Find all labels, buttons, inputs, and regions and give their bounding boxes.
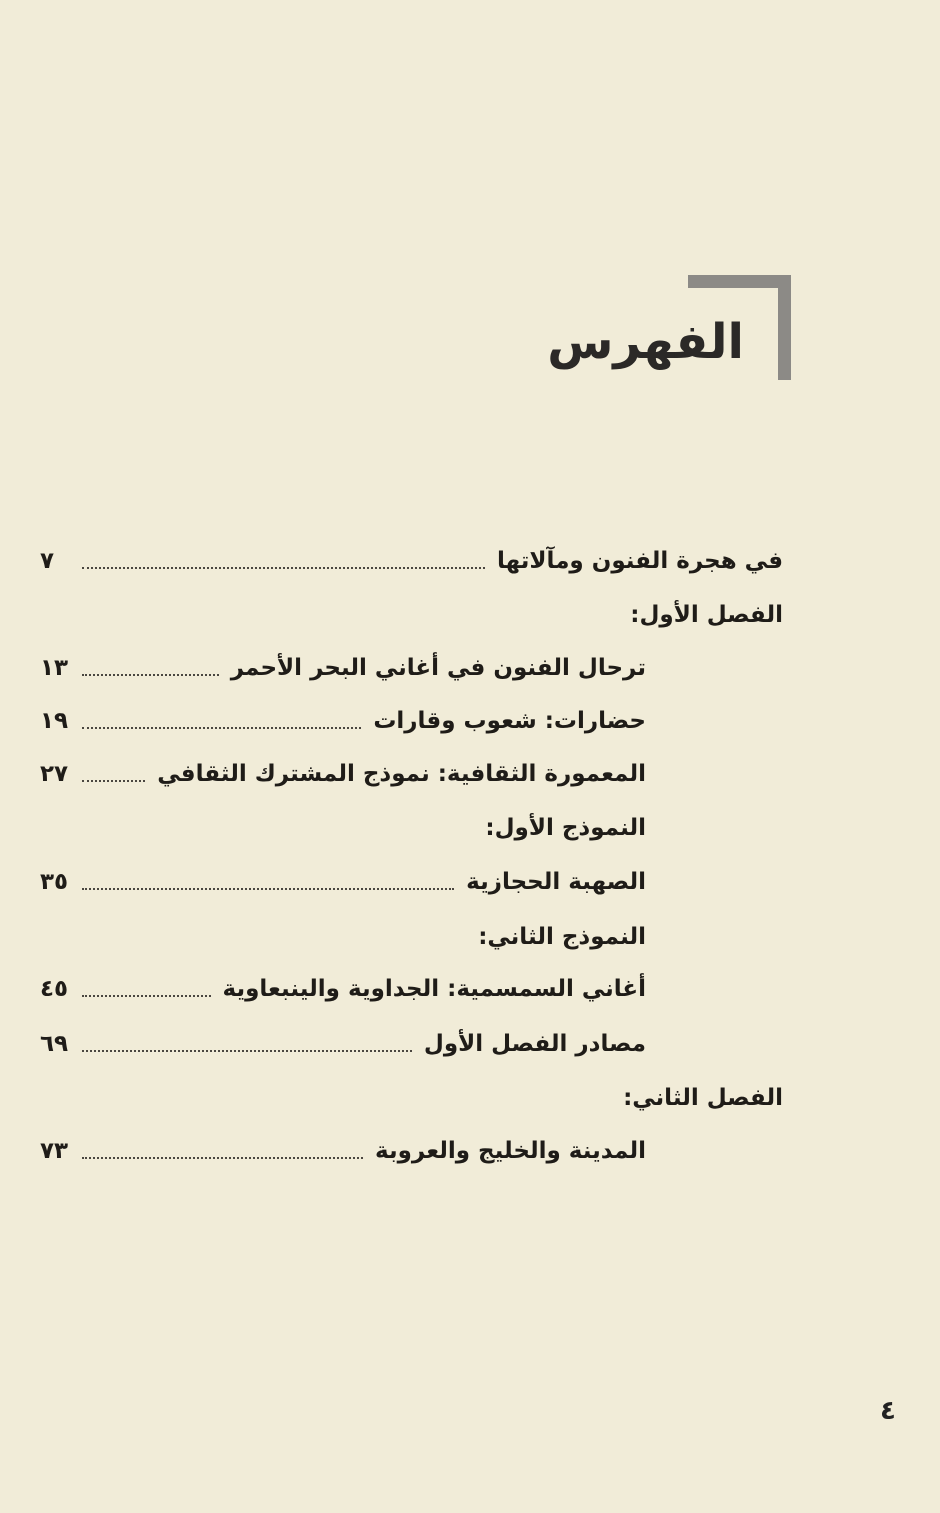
page-title: الفهرس bbox=[547, 314, 744, 370]
toc-entry-label: حضارات: شعوب وقارات bbox=[373, 708, 646, 734]
toc-leader-dots bbox=[82, 780, 145, 782]
toc-entry-label: أغاني السمسمية: الجداوية والينبعاوية bbox=[222, 976, 646, 1002]
toc-entry bbox=[40, 648, 646, 688]
toc-entry-label: الفصل الأول: bbox=[630, 602, 783, 628]
toc-entry-label: مصادر الفصل الأول bbox=[423, 1031, 646, 1057]
toc-leader-dots bbox=[82, 727, 361, 729]
toc-subheading bbox=[40, 917, 646, 957]
toc-entry bbox=[40, 862, 646, 902]
toc-entry-page: ١٣ bbox=[40, 655, 69, 681]
toc-entry-label: الفصل الثاني: bbox=[623, 1085, 783, 1111]
toc-entry-page: ٣٥ bbox=[40, 869, 69, 895]
toc-leader-dots bbox=[82, 888, 454, 890]
toc-leader-dots bbox=[82, 995, 211, 997]
toc-entry-page: ٦٩ bbox=[40, 1031, 69, 1057]
toc-entry-label: المعمورة الثقافية: نموذج المشترك الثقافي bbox=[157, 761, 646, 787]
toc-entry-label: المدينة والخليج والعروبة bbox=[375, 1138, 646, 1164]
toc-entry bbox=[40, 754, 646, 794]
toc-leader-dots bbox=[82, 1050, 412, 1052]
toc-entry bbox=[40, 541, 783, 581]
toc-entry-page: ٧ bbox=[40, 548, 55, 574]
toc-entry-label: ترحال الفنون في أغاني البحر الأحمر bbox=[230, 655, 646, 681]
toc-entry-label: النموذج الأول: bbox=[485, 815, 646, 841]
toc-leader-dots bbox=[82, 674, 219, 676]
toc-heading bbox=[40, 595, 783, 635]
toc-entry-label: في هجرة الفنون ومآلاتها bbox=[496, 548, 783, 574]
toc-leader-dots bbox=[82, 1157, 363, 1159]
toc-entry-page: ٢٧ bbox=[40, 761, 69, 787]
toc-entry-label: النموذج الثاني: bbox=[478, 924, 646, 950]
toc-entry bbox=[40, 1131, 646, 1171]
toc-entry-page: ١٩ bbox=[40, 708, 69, 734]
toc-heading bbox=[40, 1078, 783, 1118]
toc-subheading bbox=[40, 808, 646, 848]
toc-entry bbox=[40, 701, 646, 741]
page-number: ٤ bbox=[880, 1396, 896, 1426]
toc-entry-label: الصهبة الحجازية bbox=[466, 869, 646, 895]
toc-entry bbox=[40, 1024, 646, 1064]
toc-entry bbox=[40, 969, 646, 1009]
toc-leader-dots bbox=[82, 567, 485, 569]
toc-entry-page: ٧٣ bbox=[40, 1138, 69, 1164]
toc-entry-page: ٤٥ bbox=[40, 976, 69, 1002]
